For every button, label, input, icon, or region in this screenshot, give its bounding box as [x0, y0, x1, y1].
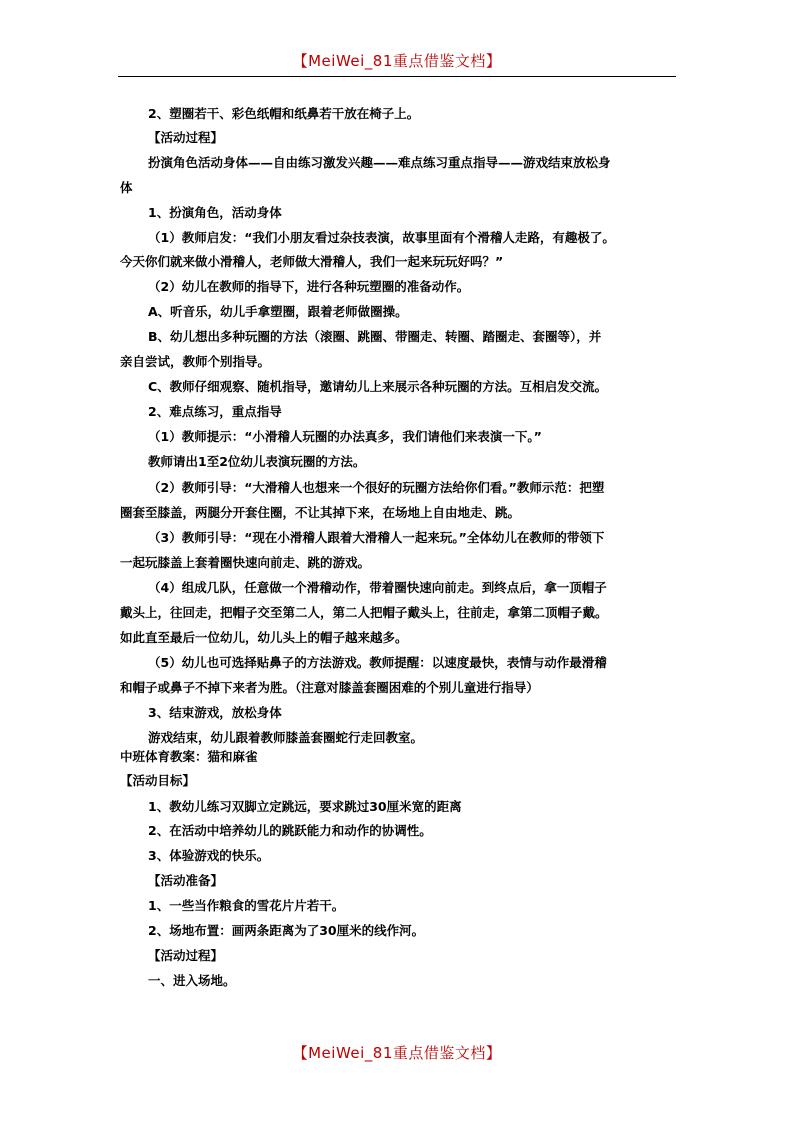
text-line: 一起玩膝盖上套着圈快速向前走、跳的游戏。	[120, 555, 371, 570]
text-line: 扮演角色活动身体——自由练习激发兴趣——难点练习重点指导——游戏结束放松身	[148, 155, 611, 170]
lesson-title: 中班体育教案：猫和麻雀	[120, 749, 258, 764]
text-line: （2）幼儿在教师的指导下，进行各种玩塑圈的准备动作。	[148, 279, 470, 294]
text-line: 一、进入场地。	[148, 973, 236, 988]
text-line: 和帽子或鼻子不掉下来者为胜。（注意对膝盖套圈困难的个别儿童进行指导）	[120, 680, 539, 695]
text-line: （5）幼儿也可选择贴鼻子的方法游戏。教师提醒：以速度最快，表情与动作最滑稽	[148, 655, 607, 670]
text-line: （4）组成几队，任意做一个滑稽动作，带着圈快速向前走。到终点后，拿一顶帽子	[148, 580, 607, 595]
text-line: （3）教师引导：“现在小滑稽人跟着大滑稽人一起来玩。”全体幼儿在教师的带领下	[148, 530, 605, 545]
page-footer: 【MeiWei_81重点借鉴文档】	[292, 1044, 502, 1062]
text-line: 如此直至最后一位幼儿，幼儿头上的帽子越来越多。	[120, 630, 408, 645]
page-header: 【MeiWei_81重点借鉴文档】	[292, 52, 502, 70]
text-line: 2、难点练习，重点指导	[148, 404, 282, 419]
text-line: 亲自尝试，教师个别指导。	[120, 354, 271, 369]
text-line: 教师请出1至2位幼儿表演玩圈的方法。	[148, 454, 366, 469]
text-line: C、教师仔细观察、随机指导，邀请幼儿上来展示各种玩圈的方法。互相启发交流。	[148, 379, 608, 394]
text-line: 2、在活动中培养幼儿的跳跃能力和动作的协调性。	[148, 823, 432, 838]
text-line: （1）教师启发：“我们小朋友看过杂技表演，故事里面有个滑稽人走路，有趣极了。	[148, 230, 615, 245]
text-line: 3、结束游戏，放松身体	[148, 705, 282, 720]
text-line: 1、教幼儿练习双脚立定跳远，要求跳过30厘米宽的距离	[148, 799, 462, 814]
text-line: 1、一些当作粮食的雪花片片若干。	[148, 898, 345, 913]
text-line: 游戏结束，幼儿跟着教师膝盖套圈蛇行走回教室。	[148, 730, 424, 745]
section-heading: 【活动过程】	[148, 130, 224, 145]
text-line: 圈套至膝盖，两腿分开套住圈，不让其掉下来，在场地上自由地走、跳。	[120, 505, 521, 520]
text-line: 体	[120, 180, 133, 195]
text-line: A、听音乐，幼儿手拿塑圈，跟着老师做圈操。	[148, 304, 408, 319]
text-line: 今天你们就来做小滑稽人，老师做大滑稽人，我们一起来玩玩好吗？”	[120, 254, 504, 269]
text-line: 1、扮演角色，活动身体	[148, 205, 282, 220]
text-line: 2、塑圈若干、彩色纸帽和纸鼻若干放在椅子上。	[148, 106, 420, 121]
text-line: 2、场地布置：画两条距离为了30厘米的线作河。	[148, 923, 425, 938]
section-heading: 【活动目标】	[120, 773, 196, 788]
section-heading: 【活动准备】	[148, 873, 224, 888]
section-heading: 【活动过程】	[148, 948, 224, 963]
text-line: （2）教师引导：“大滑稽人也想来一个很好的玩圈方法给你们看。”教师示范：把塑	[148, 480, 605, 495]
text-line: 3、体验游戏的快乐。	[148, 848, 270, 863]
text-line: B、幼儿想出多种玩圈的方法（滚圈、跳圈、带圈走、转圈、踏圈走、套圈等），并	[148, 329, 602, 344]
text-line: 戴头上，往回走，把帽子交至第二人，第二人把帽子戴头上，往前走，拿第二顶帽子戴。	[120, 605, 608, 620]
header-rule	[118, 76, 676, 77]
text-line: （1）教师提示：“小滑稽人玩圈的办法真多，我们请他们来表演一下。”	[148, 429, 542, 444]
